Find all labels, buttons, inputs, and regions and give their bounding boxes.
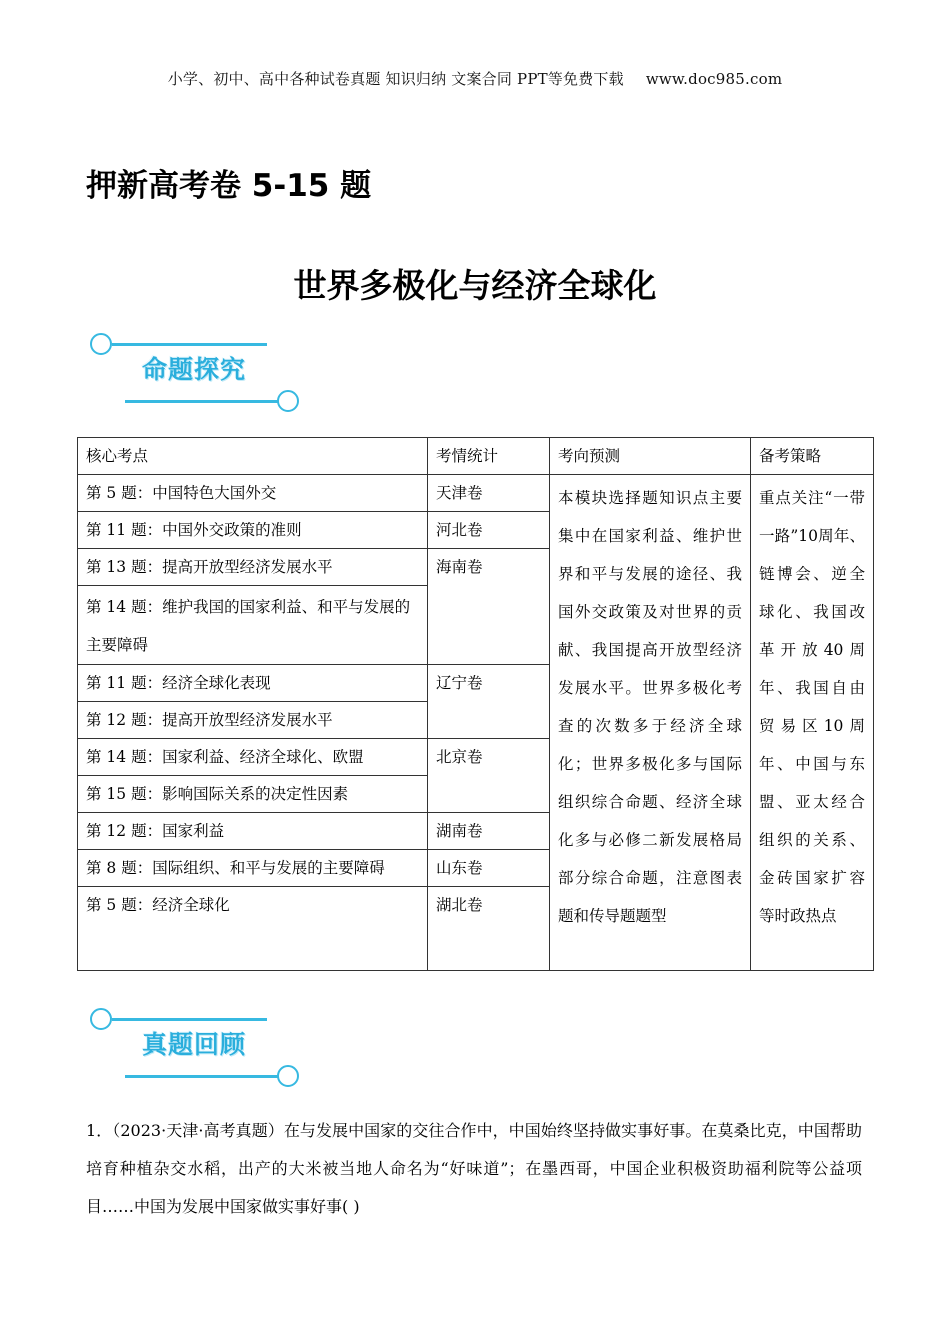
source-cell: 辽宁卷 xyxy=(428,665,550,739)
banner-line-bottom xyxy=(125,400,280,403)
page-header xyxy=(0,68,950,89)
banner-line-top xyxy=(112,343,267,346)
banner-review xyxy=(90,1005,305,1089)
table-row xyxy=(78,475,874,512)
banner-explore xyxy=(90,330,305,414)
prediction-cell: 本模块选择题知识点主要集中在国家利益、维护世界和平与发展的途径、我国外交政策及对世界的贡献、我国提高开放型经济发展水平。世界多极化考查的次数多于经济全球化；世界多极化多与国际组织综合命题、经济全球化多与必修二新发展格局部分综合命题，注意图表题和传导题题型 xyxy=(550,475,751,971)
topic-cell: 第 11 题：经济全球化表现 xyxy=(78,665,428,702)
section-title: 世界多极化与经济全球化 xyxy=(293,266,657,305)
topic-cell: 第 13 题：提高开放型经济发展水平 xyxy=(78,549,428,586)
source-cell: 天津卷 xyxy=(428,475,550,512)
source-cell: 北京卷 xyxy=(428,739,550,813)
banner-label: 真题回顾 xyxy=(142,1030,247,1059)
banner-line-top xyxy=(112,1018,267,1021)
topic-cell: 第 5 题：经济全球化 xyxy=(78,887,428,971)
header-site[interactable]: www.doc985.com xyxy=(645,70,783,88)
source-cell: 湖北卷 xyxy=(428,887,550,971)
ring-icon xyxy=(90,1008,112,1030)
ring-icon xyxy=(90,333,112,355)
question-1: 1．（2023·天津·高考真题）在与发展中国家的交往合作中，中国始终坚持做实事好事。在莫桑比克，中国帮助培育种植杂交水稻，出产的大米被当地人命名为“好味道”；在墨西哥，中国企业积极资助福利院等公益项目……中国为发展中国家做实事好事( ) xyxy=(86,1121,862,1216)
document-title: 押新高考卷 5-15 题 xyxy=(86,168,372,204)
exam-analysis-table xyxy=(77,437,874,971)
banner-label: 命题探究 xyxy=(142,355,247,384)
topic-cell: 第 8 题：国际组织、和平与发展的主要障碍 xyxy=(78,850,428,887)
topic-cell: 第 12 题：国家利益 xyxy=(78,813,428,850)
source-cell: 河北卷 xyxy=(428,512,550,549)
topic-cell: 第 12 题：提高开放型经济发展水平 xyxy=(78,702,428,739)
topic-cell: 第 14 题：国家利益、经济全球化、欧盟 xyxy=(78,739,428,776)
source-cell: 山东卷 xyxy=(428,850,550,887)
banner-line-bottom xyxy=(125,1075,280,1078)
header-text: 小学、初中、高中各种试卷真题 知识归纳 文案合同 PPT等免费下载 xyxy=(167,70,624,88)
topic-cell: 第 5 题：中国特色大国外交 xyxy=(78,475,428,512)
strategy-cell: 重点关注“一带一路”10周年、链博会、逆全球化、我国改革开放40周年、我国自由贸易区10周年、中国与东盟、亚太经合组织的关系、金砖国家扩容等时政热点 xyxy=(751,475,874,971)
column-header: 备考策略 xyxy=(751,438,874,475)
column-header: 核心考点 xyxy=(78,438,428,475)
table-header-row xyxy=(78,438,874,475)
topic-cell: 第 11 题：中国外交政策的准则 xyxy=(78,512,428,549)
topic-cell: 第 14 题：维护我国的国家利益、和平与发展的主要障碍 xyxy=(78,586,428,665)
ring-icon xyxy=(277,1065,299,1087)
ring-icon xyxy=(277,390,299,412)
column-header: 考情统计 xyxy=(428,438,550,475)
column-header: 考向预测 xyxy=(550,438,751,475)
source-cell: 湖南卷 xyxy=(428,813,550,850)
source-cell: 海南卷 xyxy=(428,549,550,665)
topic-cell: 第 15 题：影响国际关系的决定性因素 xyxy=(78,776,428,813)
